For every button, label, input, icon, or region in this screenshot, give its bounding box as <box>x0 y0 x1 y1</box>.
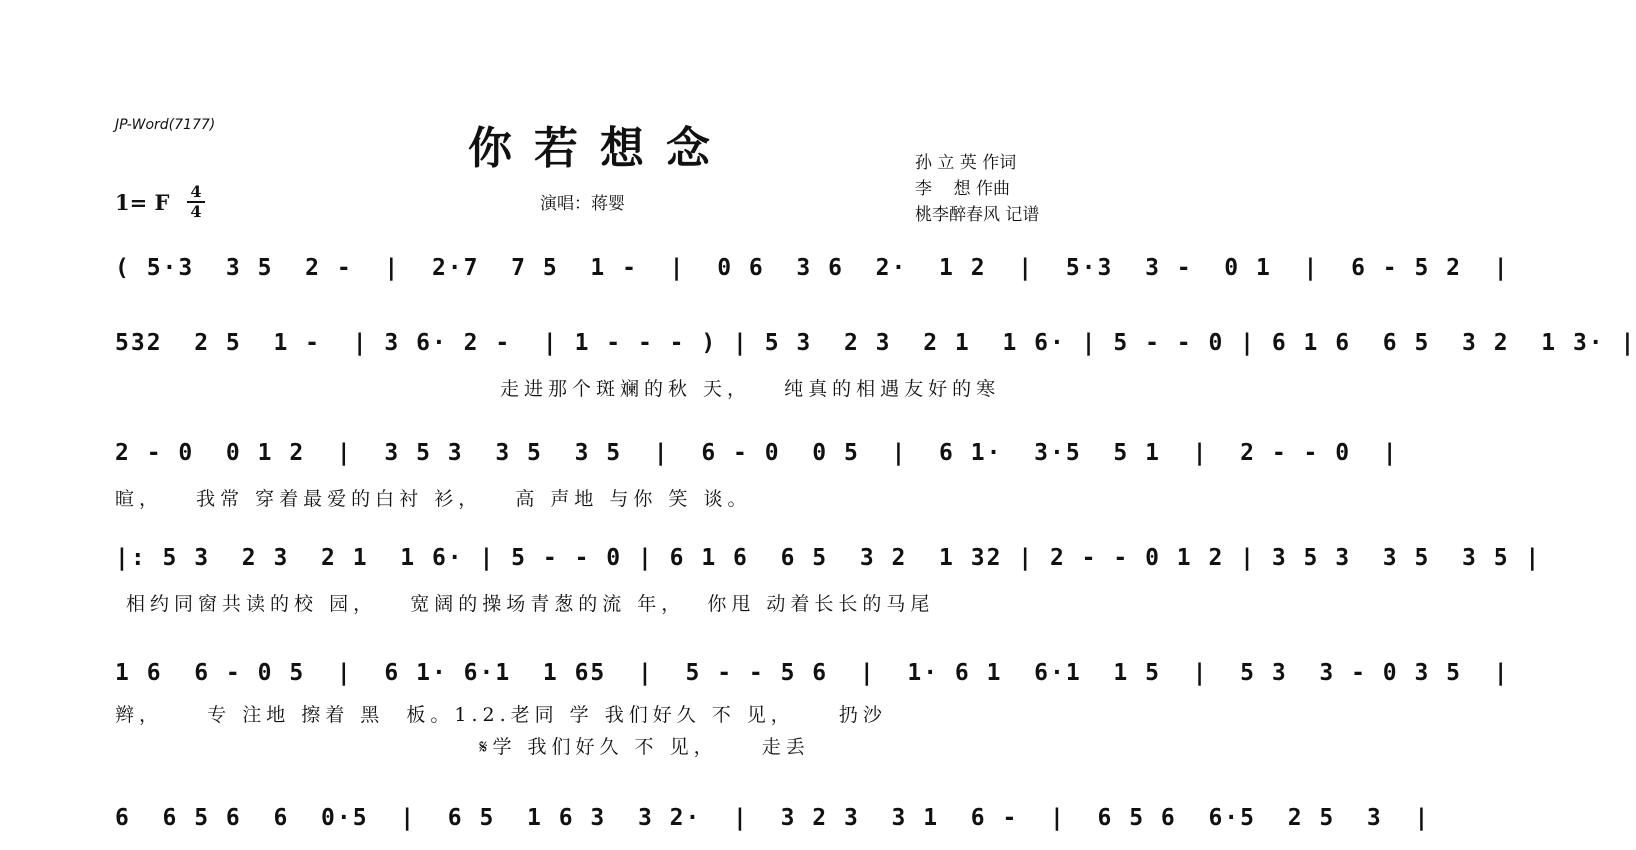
source-label: JP-Word(7177) <box>115 117 216 133</box>
notation-line: 6 6 5 6 6 0·5 | 6 5 1 6 3 3 2· | 3 2 3 3 1 6 - | 6 5 6 6·5 2 5 3 | <box>115 805 1431 831</box>
notation-line: 2 - 0 0 1 2 | 3 5 3 3 5 3 5 | 6 - 0 0 5 | 6 1· 3·5 5 1 | 2 - - 0 | <box>115 440 1399 466</box>
lyric-line-2: 𝄋学 我们好久 不 见， 走丢 <box>115 736 810 758</box>
notation-line: 532 2 5 1 - | 3 6· 2 - | 1 - - - ) | 5 3 2 3 2 1 1 6· | 5 - - 0 | 6 1 6 6 5 3 2 1 3· | <box>115 330 1636 356</box>
composer-credit: 李 想 作曲 <box>915 179 1011 199</box>
lyric-line: 相约同窗共读的校 园， 宽阔的操场青葱的流 年， 你甩 动着长长的马尾 <box>115 593 935 615</box>
time-signature <box>187 184 205 220</box>
notation-line: |: 5 3 2 3 2 1 1 6· | 5 - - 0 | 6 1 6 6 5 3 2 1 32 | 2 - - 0 1 2 | 3 5 3 3 5 3 5 | <box>115 545 1542 571</box>
key-label: 1= F <box>115 190 170 215</box>
song-title: 你若想念 <box>468 123 732 174</box>
lyric-line-1: 辫， 专 注地 擦着 黑 板。1.2.老同 学 我们好久 不 见， 扔沙 <box>115 704 887 726</box>
lyric-line: 暄， 我常 穿着最爱的白衬 衫， 高 声地 与你 笑 谈。 <box>115 488 752 510</box>
transcriber-credit: 桃李醉春风 记谱 <box>915 205 1040 225</box>
credits <box>915 150 1039 228</box>
time-signature-bottom: 4 <box>190 202 202 221</box>
notation-line: 1 6 6 - 0 5 | 6 1· 6·1 1 65 | 5 - - 5 6 | 1· 6 1 6·1 1 5 | 5 3 3 - 0 3 5 | <box>115 660 1510 686</box>
lyricist-credit: 孙 立 英 作词 <box>915 153 1017 173</box>
singer-label: 演唱：蒋婴 <box>540 194 625 214</box>
lyric-line: 走进那个斑斓的秋 天， 纯真的相遇友好的寒 <box>500 378 1001 400</box>
time-signature-top: 4 <box>190 182 202 201</box>
key-signature <box>115 182 202 221</box>
notation-line: ( 5·3 3 5 2 - | 2·7 7 5 1 - | 0 6 3 6 2· 1 2 | 5·3 3 - 0 1 | 6 - 5 2 | <box>115 255 1510 281</box>
